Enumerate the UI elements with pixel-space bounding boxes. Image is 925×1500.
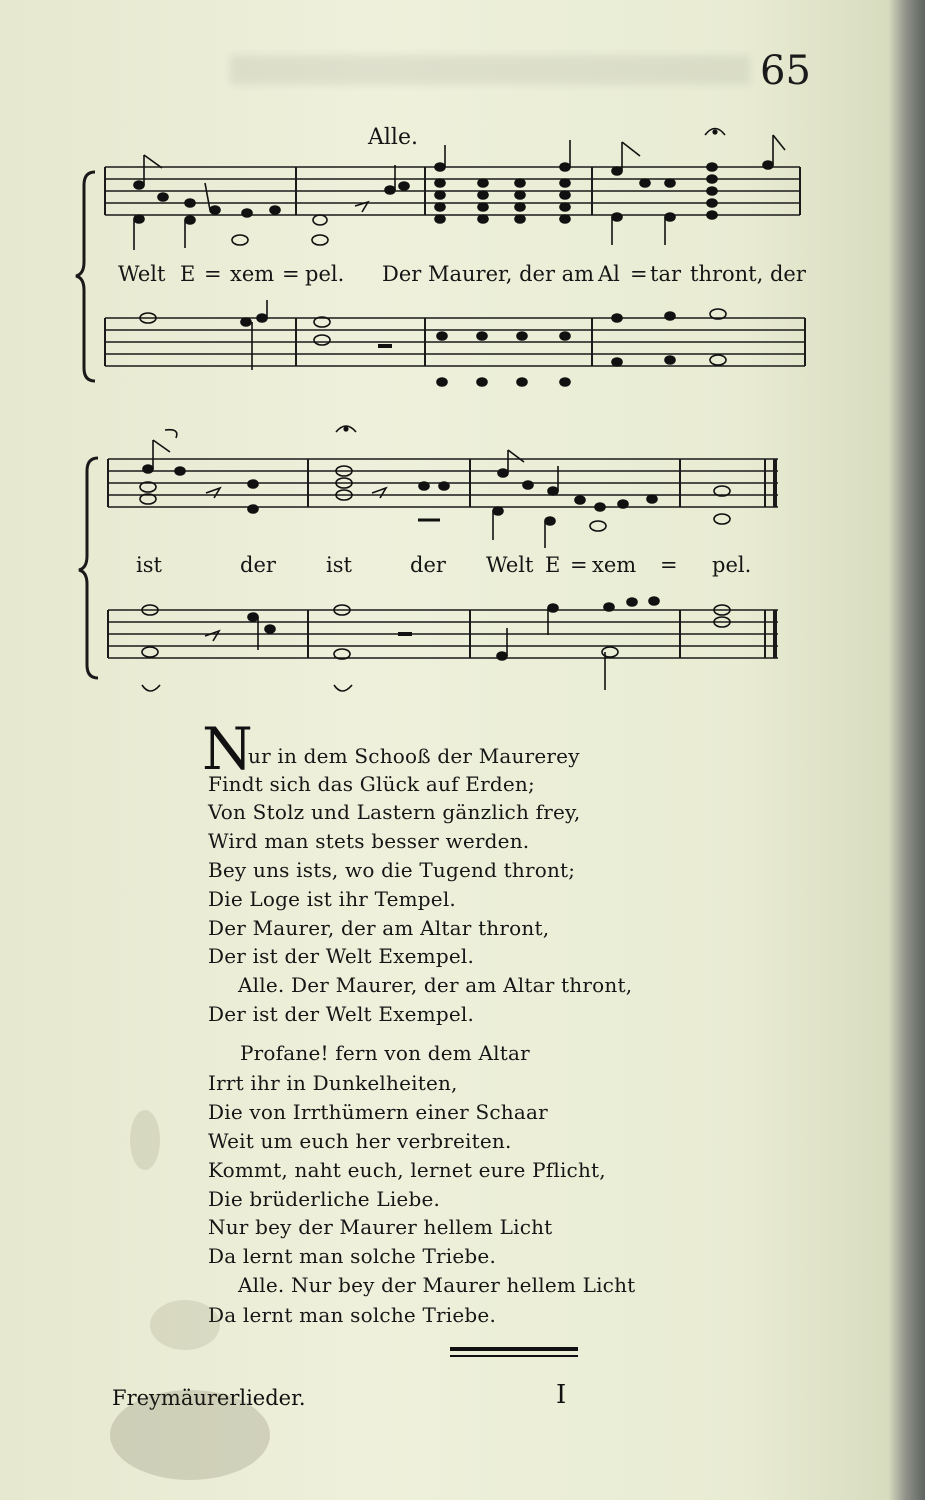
lyric: E [545,553,561,577]
verse-line: Kommt, naht euch, lernet eure Pflicht, [208,1158,606,1182]
lyric: Welt [486,553,534,577]
verse-dropcap: N [202,715,253,783]
verse-line: Bey uns ists, wo die Tugend thront; [208,858,576,882]
verse-line: Alle. Der Maurer, der am Altar thront, [238,973,633,997]
paper-stain [110,1390,270,1480]
verse-line: Wird man stets besser werden. [208,829,530,853]
verse-line: Die Loge ist ihr Tempel. [208,887,456,911]
lyric: Welt [118,262,166,286]
page-number: 65 [760,48,811,94]
closing-rule-thick [450,1347,578,1351]
paper-stain [150,1300,220,1350]
system2-brace [79,458,98,678]
verse-line: Die von Irrthümern einer Schaar [208,1100,548,1124]
verse-line: Der Maurer, der am Altar thront, [208,916,550,940]
system2-upper-notes [140,426,730,548]
footer-title: Freymäurerlieder. [112,1386,306,1410]
system1-lower-staff [105,318,805,366]
verse-line: Da lernt man solche Triebe. [208,1303,497,1327]
verse-line: Profane! fern von dem Altar [240,1041,530,1065]
chords-bar3 [435,140,570,223]
lyric: der [410,553,446,577]
lyric: pel. [712,553,752,577]
lyric: tar [650,262,681,286]
verse-line: Der ist der Welt Exempel. [208,944,475,968]
verse-line: Da lernt man solche Triebe. [208,1244,497,1268]
lyric: pel. [305,262,345,286]
music-score [0,0,925,720]
verse-line: ur in dem Schooß der Maurerey [248,744,580,768]
lyric: = [570,553,588,577]
signature-mark: I [556,1380,567,1410]
verse-line: Irrt ihr in Dunkelheiten, [208,1071,458,1095]
lyric: ist [136,553,162,577]
lyric: E [180,262,196,286]
lyric: der [240,553,276,577]
lyric: = [630,262,648,286]
lyric: Der Maurer, der am [382,262,595,286]
lyric: xem [592,553,637,577]
closing-rule-thin [450,1355,578,1357]
verse-line: Der ist der Welt Exempel. [208,1002,475,1026]
lyric: Al [598,262,620,286]
lyric: = [660,553,678,577]
system1-brace [76,172,95,381]
system2-lower-notes [142,597,730,691]
verse-line: Von Stolz und Lastern gänzlich frey, [208,800,581,824]
system1-lower-notes [140,300,726,386]
lyric: ist [326,553,352,577]
verse-line: Nur bey der Maurer hellem Licht [208,1215,553,1239]
verse-line: Alle. Nur bey der Maurer hellem Licht [238,1273,636,1297]
lyric: thront, der [690,262,806,286]
chords-bar4 [612,129,785,246]
verse-line: Weit um euch her verbreiten. [208,1129,512,1153]
verse-line: Findt sich das Glück auf Erden; [208,772,535,796]
system1-upper-notes [134,129,785,251]
score-label-alle: Alle. [368,125,418,150]
lyric: = [204,262,222,286]
verse-line: Die brüderliche Liebe. [208,1187,441,1211]
lyric: xem [230,262,275,286]
lyric: = [282,262,300,286]
paper-stain [130,1110,160,1170]
